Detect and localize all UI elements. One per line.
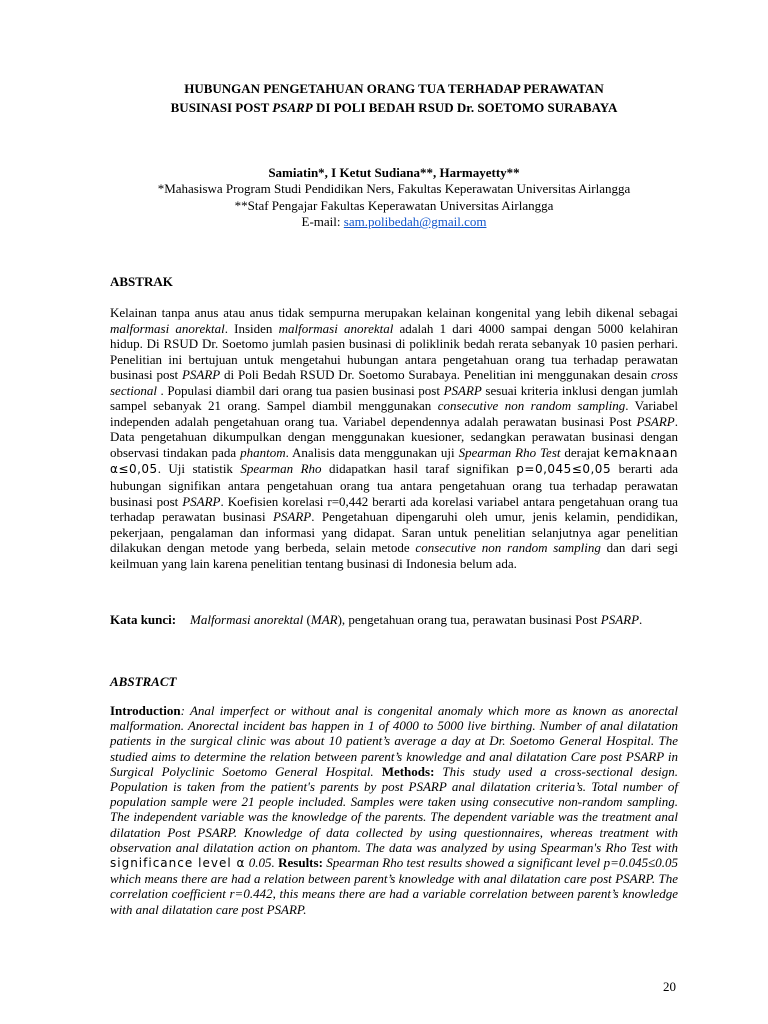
symbol-text: kemaknaan α≤0,05	[110, 445, 678, 477]
italic-term: malformasi anorektal	[110, 320, 225, 336]
text: didapatkan hasil taraf signifikan	[321, 461, 517, 477]
text: . Variabel independen adalah pengetahuan orang tua. Variabel dependennya adalah perawatan businasi Post	[110, 398, 678, 429]
italic-term: PSARP	[443, 382, 482, 398]
title-italic: PSARP	[272, 99, 313, 115]
keywords-label: Kata kunci:	[110, 612, 177, 627]
keywords-text	[190, 612, 678, 628]
italic-term: consecutive non random sampling	[437, 398, 626, 414]
italic-term: PSARP	[600, 612, 640, 627]
text: di Poli Bedah RSUD Dr. Soetomo Surabaya. Penelitian ini menggunakan desain	[220, 367, 652, 383]
abstract-heading: ABSTRACT	[110, 674, 177, 689]
author-block	[110, 165, 678, 231]
abstract-body	[110, 703, 678, 917]
italic-term: PSARP	[272, 509, 312, 525]
text: berarti ada hubungan signifikan antara pengetahuan orang tua antara pengetahuan orang tua terhadap perawatan businasi post	[110, 461, 678, 509]
author-names: Samiatin*, I Ketut Sudiana**, Harmayetty**	[268, 165, 520, 180]
keywords-block	[110, 612, 678, 628]
abstrak-heading: ABSTRAK	[110, 274, 173, 289]
symbol-text: p=0,045≤0,05	[516, 462, 612, 477]
section-label: Methods:	[381, 763, 435, 779]
abstrak-body	[110, 305, 678, 571]
email-label: E-mail:	[301, 214, 344, 230]
text: : Anal imperfect or without anal is congenital anomaly which more as known as anorectal malformation. Anorectal incident bas happen in 1 of 4000 to 5000 live birthing. Number of anal dilatation patients in the surgical clinic was about 10 patient’s average a day at Dr. Soetomo General Hospital. The studied aims to determine the relation between parent’s knowledge and anal dilatation Care post PSARP in Surgical Polyclinic Soetomo General Hospital.	[110, 703, 678, 779]
italic-term: PSARP	[181, 367, 221, 383]
italic-term: PSARP	[182, 493, 221, 509]
text: (	[303, 612, 311, 627]
italic-term: phantom	[240, 444, 286, 460]
text: . Koefisien korelasi r=0,442 berarti ada korelasi variabel antara pengetahuan orang tua terhadap perawatan businasi	[110, 493, 678, 525]
affiliation-2: **Staf Pengajar Fakultas Keperawatan Universitas Airlangga	[234, 197, 554, 213]
page-number: 20	[663, 979, 676, 994]
italic-term: PSARP	[636, 413, 675, 429]
text: adalah 1 dari 4000 sampai dengan 5000 kelahiran hidup. Di RSUD Dr. Soetomo jumlah pasien businasi di poliklinik bedah rerata sebanyak 10 pasien perhari. Penelitian ini bertujuan untuk mengetahui hubungan antara pengetahuan orang tua terhadap perawatan businasi post	[110, 320, 678, 383]
text: .	[639, 612, 643, 627]
text: . Insiden	[224, 320, 279, 336]
italic-term: Malformasi anorektal	[190, 612, 304, 627]
email-link[interactable]: sam.polibedah@gmail.com	[343, 214, 487, 230]
email-line	[110, 214, 678, 230]
paper-title	[110, 80, 678, 117]
text: . Analisis data menggunakan uji	[285, 444, 459, 460]
title-line-2	[110, 99, 678, 118]
text: ), pengetahuan orang tua, perawatan businasi Post	[337, 612, 601, 627]
title-line-1: HUBUNGAN PENGETAHUAN ORANG TUA TERHADAP PERAWATAN	[184, 81, 604, 96]
title-text: DI POLI BEDAH RSUD Dr. SOETOMO SURABAYA	[312, 99, 618, 115]
text: dan dari segi keilmuan yang lain karena penelitian tentang businasi di Indonesia belum ada.	[110, 540, 678, 571]
title-text: BUSINASI POST	[170, 99, 273, 115]
text: derajat	[560, 444, 604, 460]
italic-term: Spearman Rho Test	[458, 444, 561, 460]
section-label: Introduction	[110, 703, 181, 718]
text: Kelainan tanpa anus atau anus tidak sempurna merupakan kelainan kongenital yang lebih dikenal sebagai	[110, 305, 678, 320]
italic-term: MAR	[310, 612, 338, 627]
text: 0.05.	[245, 855, 279, 871]
italic-term: cross sectional	[110, 367, 678, 398]
text: . Uji statistik	[157, 461, 241, 477]
section-label: Results:	[278, 855, 323, 871]
italic-term: Spearman Rho	[240, 461, 322, 477]
italic-term: consecutive non random sampling	[415, 540, 601, 556]
italic-term: malformasi anorektal	[278, 320, 394, 336]
text: This study used a cross-sectional design. Population is taken from the patient's parents by post PSARP anal dilatation criteria’s. Total number of population sample were 21 people included. Samples were taken using consecutive non-random sampling. The independent variable was the knowledge of the parents. The dependent variable was the treatment anal dilatation Post PSARP. Knowledge of data collected by using questionnaires, whereas treatment with observation anal dilatation action on phantom. The data was analyzed by using Spearman's Rho Test with	[110, 763, 679, 855]
text: . Pengetahuan dipengaruhi oleh umur, jenis kelamin, pendidikan, pekerjaan, pengalaman dan informasi yang didapat. Saran untuk penelitian selanjutnya agar penelitian dilakukan dengan metode yang berbeda, selain metode	[110, 509, 678, 556]
text: Spearman Rho test results showed a significant level p=0.045≤0.05 which means there are had a relation between parent’s knowledge with anal dilatation care post PSARP. The correlation coefficient r=0.442, this means there are had a variable correlation between parent’s knowledge with anal dilatation care post PSARP.	[110, 855, 679, 917]
text: sesuai kriteria inklusi dengan jumlah sampel sebanyak 21 orang. Sampel diambil menggunakan	[110, 382, 679, 414]
symbol-text: significance level α	[110, 856, 246, 871]
text: . Data pengetahuan dikumpulkan dengan menggunakan kuesioner, sedangkan perawatan businasi dengan observasi tindakan pada	[110, 413, 678, 460]
affiliation-1: *Mahasiswa Program Studi Pendidikan Ners, Fakultas Keperawatan Universitas Airlangga	[157, 181, 631, 197]
text: . Populasi diambil dari orang tua pasien businasi post	[156, 382, 444, 398]
